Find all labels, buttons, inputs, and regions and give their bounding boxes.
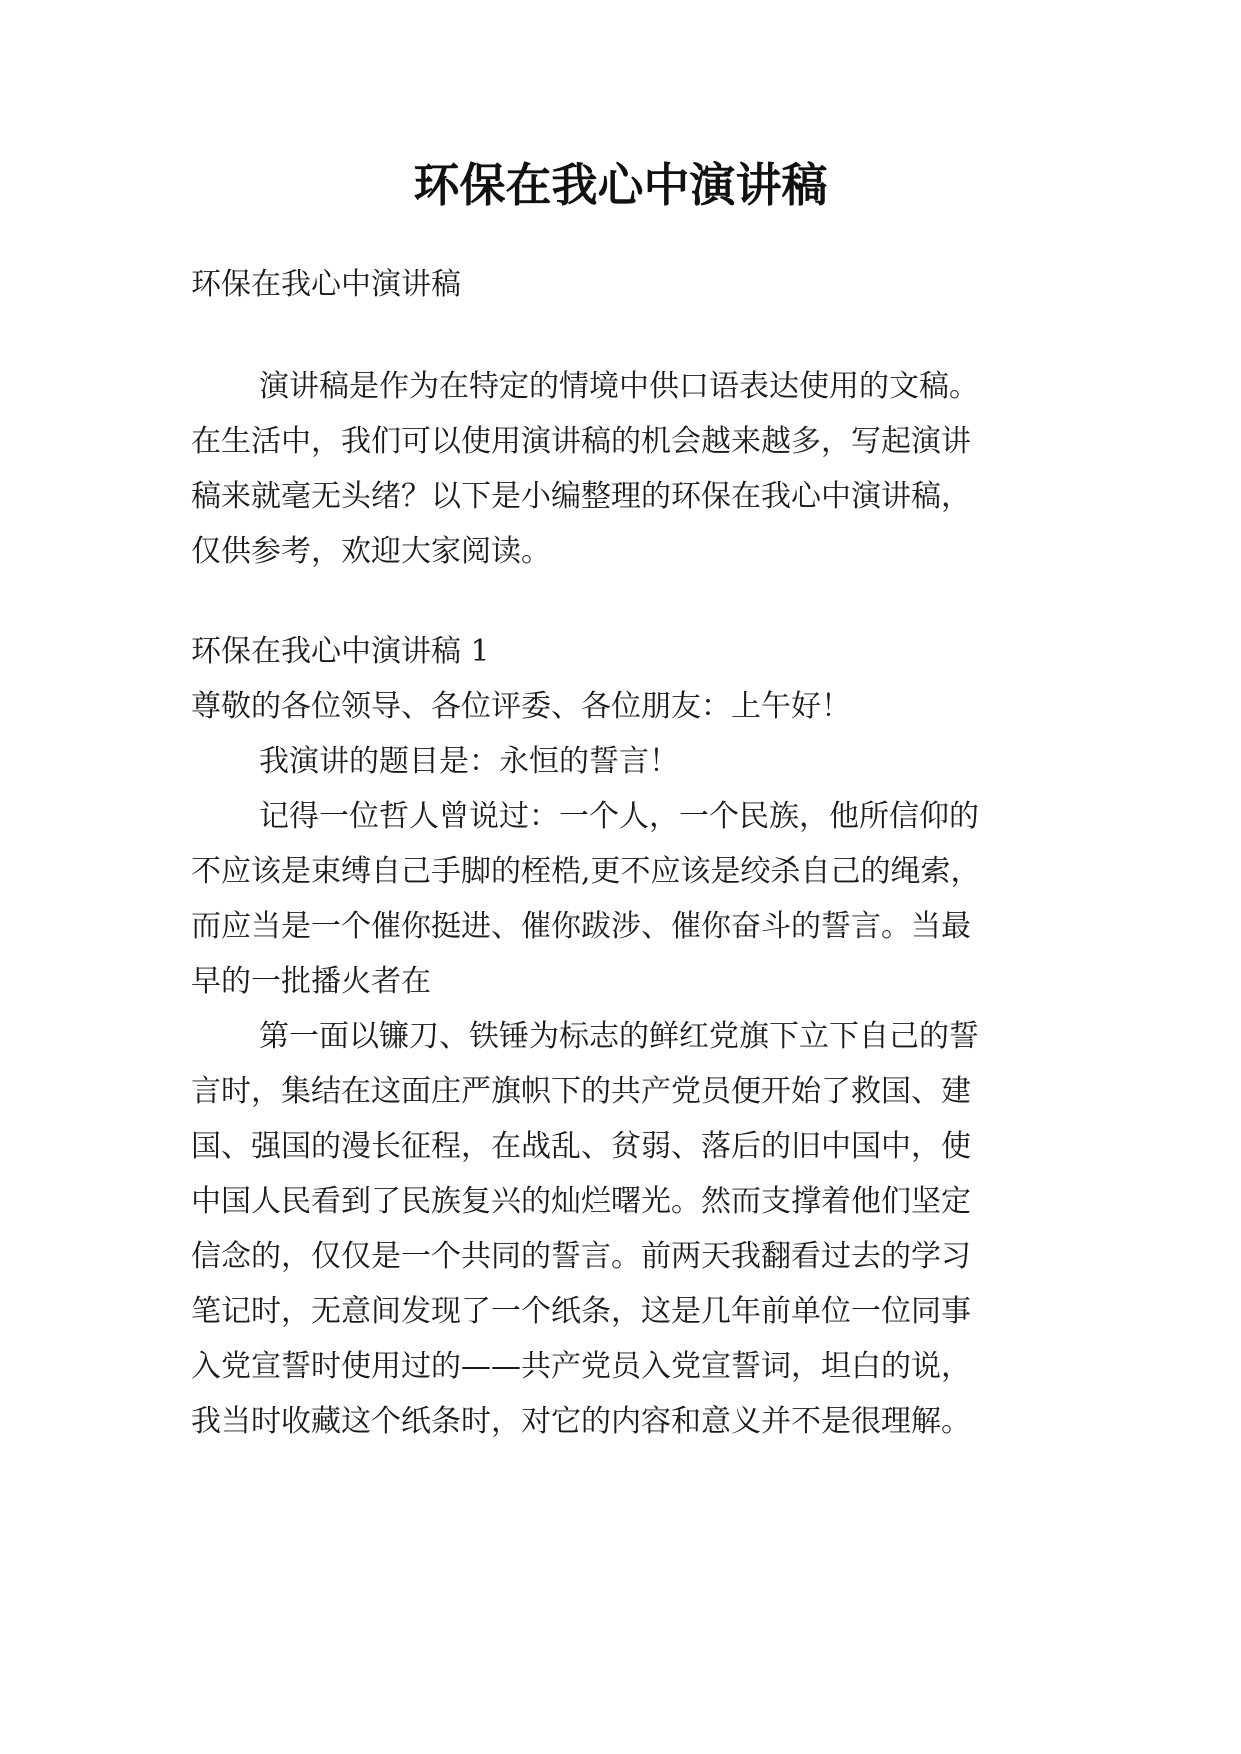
text-line: 中国人民看到了民族复兴的灿烂曙光。然而支撑着他们坚定 xyxy=(191,1184,971,1219)
document-title: 环保在我心中演讲稿 xyxy=(413,158,828,212)
text-line: 第一面以镰刀、铁锤为标志的鲜红党旗下立下自己的誓 xyxy=(259,1019,979,1054)
text-line: 记得一位哲人曾说过：一个人，一个民族，他所信仰的 xyxy=(259,799,979,834)
text-line: 国、强国的漫长征程，在战乱、贫弱、落后的旧中国中，使 xyxy=(191,1129,971,1164)
text-line: 早的一批播火者在 xyxy=(191,964,431,999)
text-line: 我演讲的题目是：永恒的誓言！ xyxy=(259,744,679,779)
text-line: 稿来就毫无头绪？以下是小编整理的环保在我心中演讲稿， xyxy=(191,479,971,514)
text-line: 而应当是一个催你挺进、催你跋涉、催你奋斗的誓言。当最 xyxy=(191,909,971,944)
text-line: 不应该是束缚自己手脚的桎梏,更不应该是绞杀自己的绳索， xyxy=(191,854,981,889)
text-line: 言时，集结在这面庄严旗帜下的共产党员便开始了救国、建 xyxy=(191,1074,971,1109)
text-line: 环保在我心中演讲稿 xyxy=(191,267,461,302)
text-line: 在生活中，我们可以使用演讲稿的机会越来越多，写起演讲 xyxy=(191,424,971,459)
text-line: 入党宣誓时使用过的——共产党员入党宣誓词，坦白的说， xyxy=(191,1349,971,1384)
text-line: 我当时收藏这个纸条时，对它的内容和意义并不是很理解。 xyxy=(191,1404,971,1439)
text-line: 环保在我心中演讲稿 1 xyxy=(191,634,490,669)
text-line: 信念的，仅仅是一个共同的誓言。前两天我翻看过去的学习 xyxy=(191,1239,971,1274)
text-line: 笔记时，无意间发现了一个纸条，这是几年前单位一位同事 xyxy=(191,1294,971,1329)
text-line: 仅供参考，欢迎大家阅读。 xyxy=(191,534,551,569)
text-line: 演讲稿是作为在特定的情境中供口语表达使用的文稿。 xyxy=(259,369,979,404)
text-line: 尊敬的各位领导、各位评委、各位朋友：上午好！ xyxy=(191,689,851,724)
